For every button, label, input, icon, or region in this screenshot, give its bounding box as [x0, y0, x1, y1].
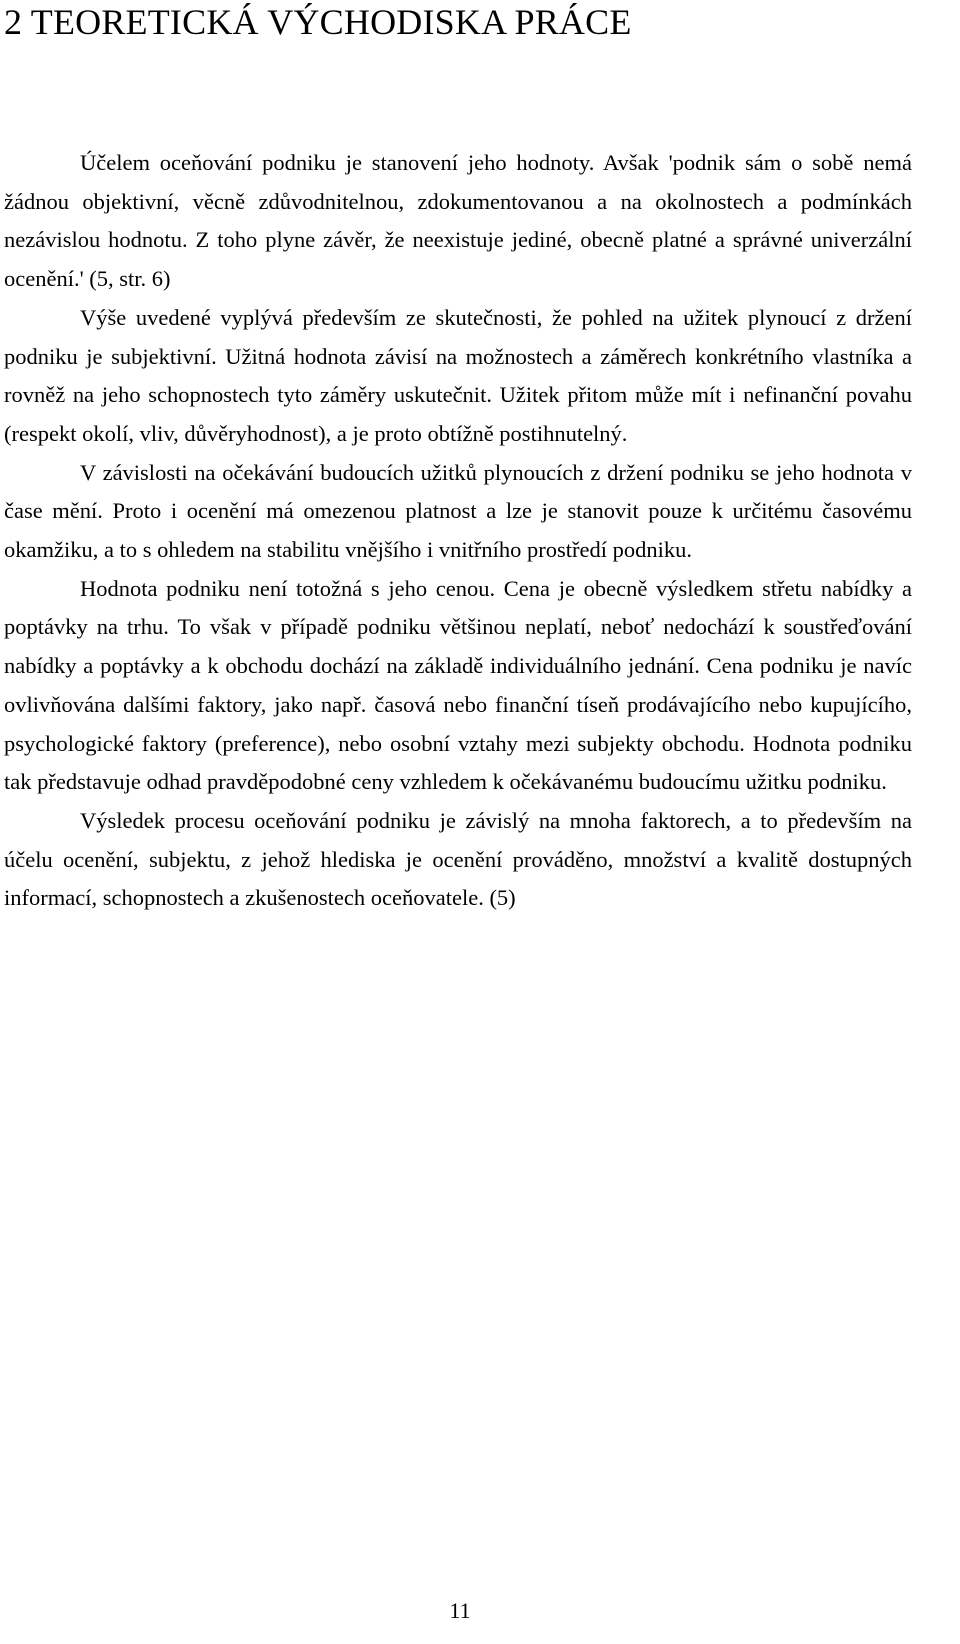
chapter-heading: 2 TEORETICKÁ VÝCHODISKA PRÁCE	[4, 2, 632, 42]
paragraph: V závislosti na očekávání budoucích užitků plynoucích z držení podniku se jeho hodnota v čase mění. Proto i ocenění má omezenou platnost a lze je stanovit pouze k určitému časovému okamžiku, a to s ohledem na stabilitu vnějšího i vnitřního prostředí podniku.	[4, 459, 912, 563]
page-number: 11	[449, 1598, 471, 1623]
paragraph: Výše uvedené vyplývá především ze skutečnosti, že pohled na užitek plynoucí z držení podniku je subjektivní. Užitná hodnota závisí na možnostech a záměrech konkrétního vlastníka a rovněž na jeho schopnostech tyto záměry uskutečnit. Užitek přitom může mít i nefinanční povahu (respekt okolí, vliv, důvěryhodnost), a je proto obtížně postihnutelný.	[4, 304, 912, 446]
paragraph: Účelem oceňování podniku je stanovení jeho hodnoty. Avšak 'podnik sám o sobě nemá žádnou objektivní, věcně zdůvodnitelnou, zdokumentovanou a na okolnostech a podmínkách nezávislou hodnotu. Z toho plyne závěr, že neexistuje jediné, obecně platné a správné univerzální ocenění.' (5, str. 6)	[4, 150, 912, 292]
paragraph: Výsledek procesu oceňování podniku je závislý na mnoha faktorech, a to především na účelu ocenění, subjektu, z jehož hlediska je ocenění prováděno, množství a kvalitě dostupných informací, schopnostech a zkušenostech oceňovatele. (5)	[4, 807, 912, 911]
paragraph: Hodnota podniku není totožná s jeho cenou. Cena je obecně výsledkem střetu nabídky a poptávky na trhu. To však v případě podniku většinou neplatí, neboť nedochází k soustřeďování nabídky a poptávky a k obchodu dochází na základě individuálního jednání. Cena podniku je navíc ovlivňována dalšími faktory, jako např. časová nebo finanční tíseň prodávajícího nebo kupujícího, psychologické faktory (preference), nebo osobní vztahy mezi subjekty obchodu. Hodnota podniku tak představuje odhad pravděpodobné ceny vzhledem k očekávanému budoucímu užitku podniku.	[4, 575, 912, 795]
body-text	[4, 144, 912, 918]
